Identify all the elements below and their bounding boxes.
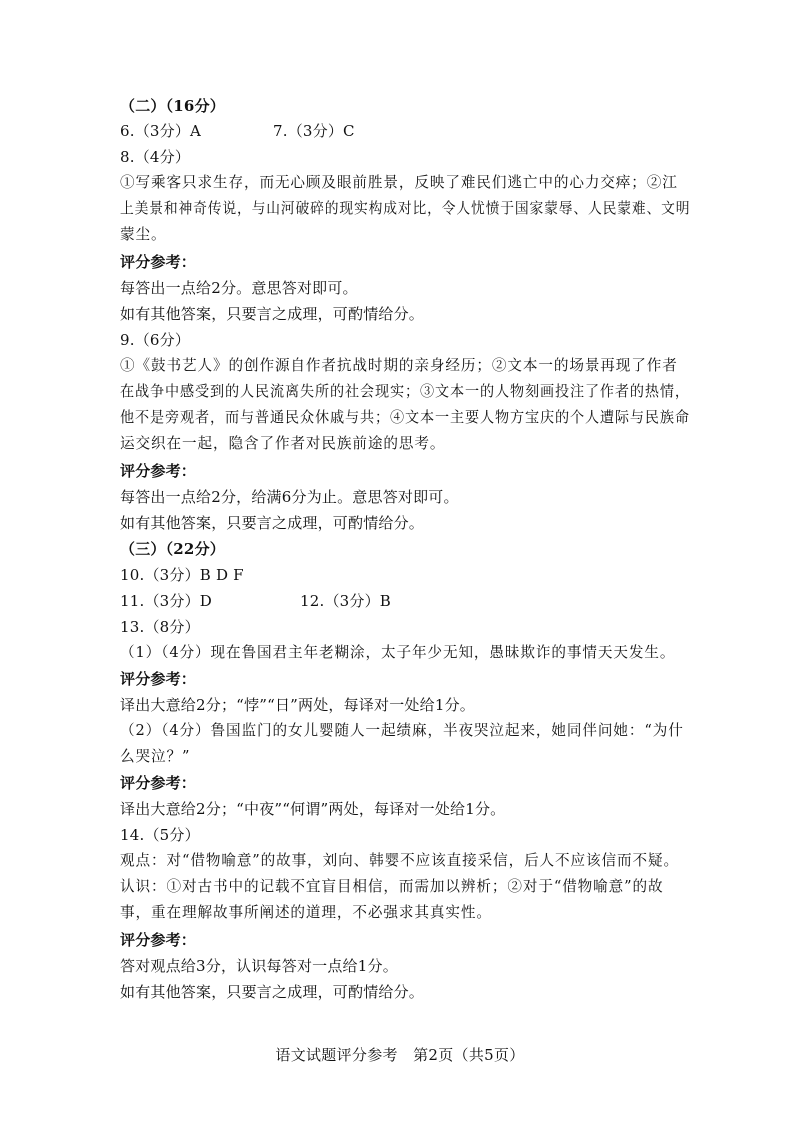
q6-answer: 6.（3分）A [120,122,202,140]
q9-scoring-title: 评分参考： [120,462,197,480]
q11-answer: 11.（3分）D [120,592,213,610]
q9-answer-line: 在战争中感受到的人民流离失所的社会现实；③文本一的人物刻画投注了作者的热情， [120,383,690,400]
q9-header: 9.（6分） [120,331,191,349]
q13-part2-scoring-title: 评分参考： [120,774,197,792]
q13-part2-answer-line: 么哭泣？” [120,748,191,765]
q9-scoring-line: 如有其他答案，只要言之成理，可酌情给分。 [120,514,425,532]
q13-part1-scoring-title: 评分参考： [120,670,197,688]
q8-answer-line: 上美景和神奇传说，与山河破碎的现实构成对比，令人忧愤于国家蒙辱、人民蒙难、文明 [120,200,691,217]
q8-scoring-line: 每答出一点给2分。意思答对即可。 [120,279,358,297]
q8-header: 8.（4分） [120,148,191,166]
q14-scoring-line: 答对观点给3分，认识每答对一点给1分。 [120,957,398,975]
q10-answer: 10.（3分）B D F [120,566,244,584]
q14-recognition-line: 事，重在理解故事所阐述的道理，不必强求其真实性。 [120,904,492,921]
page-footer: 语文试题评分参考 第2页（共5页） [275,1046,525,1064]
q9-answer-line: 他不是旁观者，而与普通民众休戚与共；④文本一主要人物方宝庆的个人遭际与民族命 [120,409,690,426]
q8-scoring-line: 如有其他答案，只要言之成理，可酌情给分。 [120,305,425,323]
q13-part2-scoring-line: 译出大意给2分；“中夜”“何谓”两处，每译对一处给1分。 [120,800,506,818]
q12-answer: 12.（3分）B [300,592,392,610]
q14-recognition-line: 认识：①对古书中的记载不宜盲目相信，而需加以辨析；②对于“借物喻意”的故 [120,878,664,895]
q9-scoring-line: 每答出一点给2分，给满6分为止。意思答对即可。 [120,488,459,506]
q7-answer: 7.（3分）C [273,122,355,140]
section-3-header: （三）（22分） [120,540,225,558]
q13-part1-answer: （1）（4分）现在鲁国君主年老糊涂，太子年少无知，愚昧欺诈的事情天天发生。 [120,644,676,661]
q14-scoring-line: 如有其他答案，只要言之成理，可酌情给分。 [120,983,425,1001]
q8-answer-line: ①写乘客只求生存，而无心顾及眼前胜景，反映了难民们逃亡中的心力交瘁；②江 [120,174,678,191]
q8-answer-line: 蒙尘。 [120,226,167,243]
q13-part1-scoring-line: 译出大意给2分；“悖”“日”两处，每译对一处给1分。 [120,696,475,714]
q8-scoring-title: 评分参考： [120,253,197,271]
section-2-header: （二）（16分） [120,97,225,115]
q14-scoring-title: 评分参考： [120,931,197,949]
q9-answer-line: ①《鼓书艺人》的创作源自作者抗战时期的亲身经历；②文本一的场景再现了作者 [120,357,678,374]
q14-viewpoint: 观点：对“借物喻意”的故事，刘向、韩婴不应该直接采信，后人不应该信而不疑。 [120,852,680,869]
q13-part2-answer-line: （2）（4分）鲁国监门的女儿婴随人一起绩麻，半夜哭泣起来，她同伴问她：“为什 [120,722,684,739]
q13-header: 13.（8分） [120,618,200,636]
q9-answer-line: 运交织在一起，隐含了作者对民族前途的思考。 [120,435,446,452]
q14-header: 14.（5分） [120,826,200,844]
